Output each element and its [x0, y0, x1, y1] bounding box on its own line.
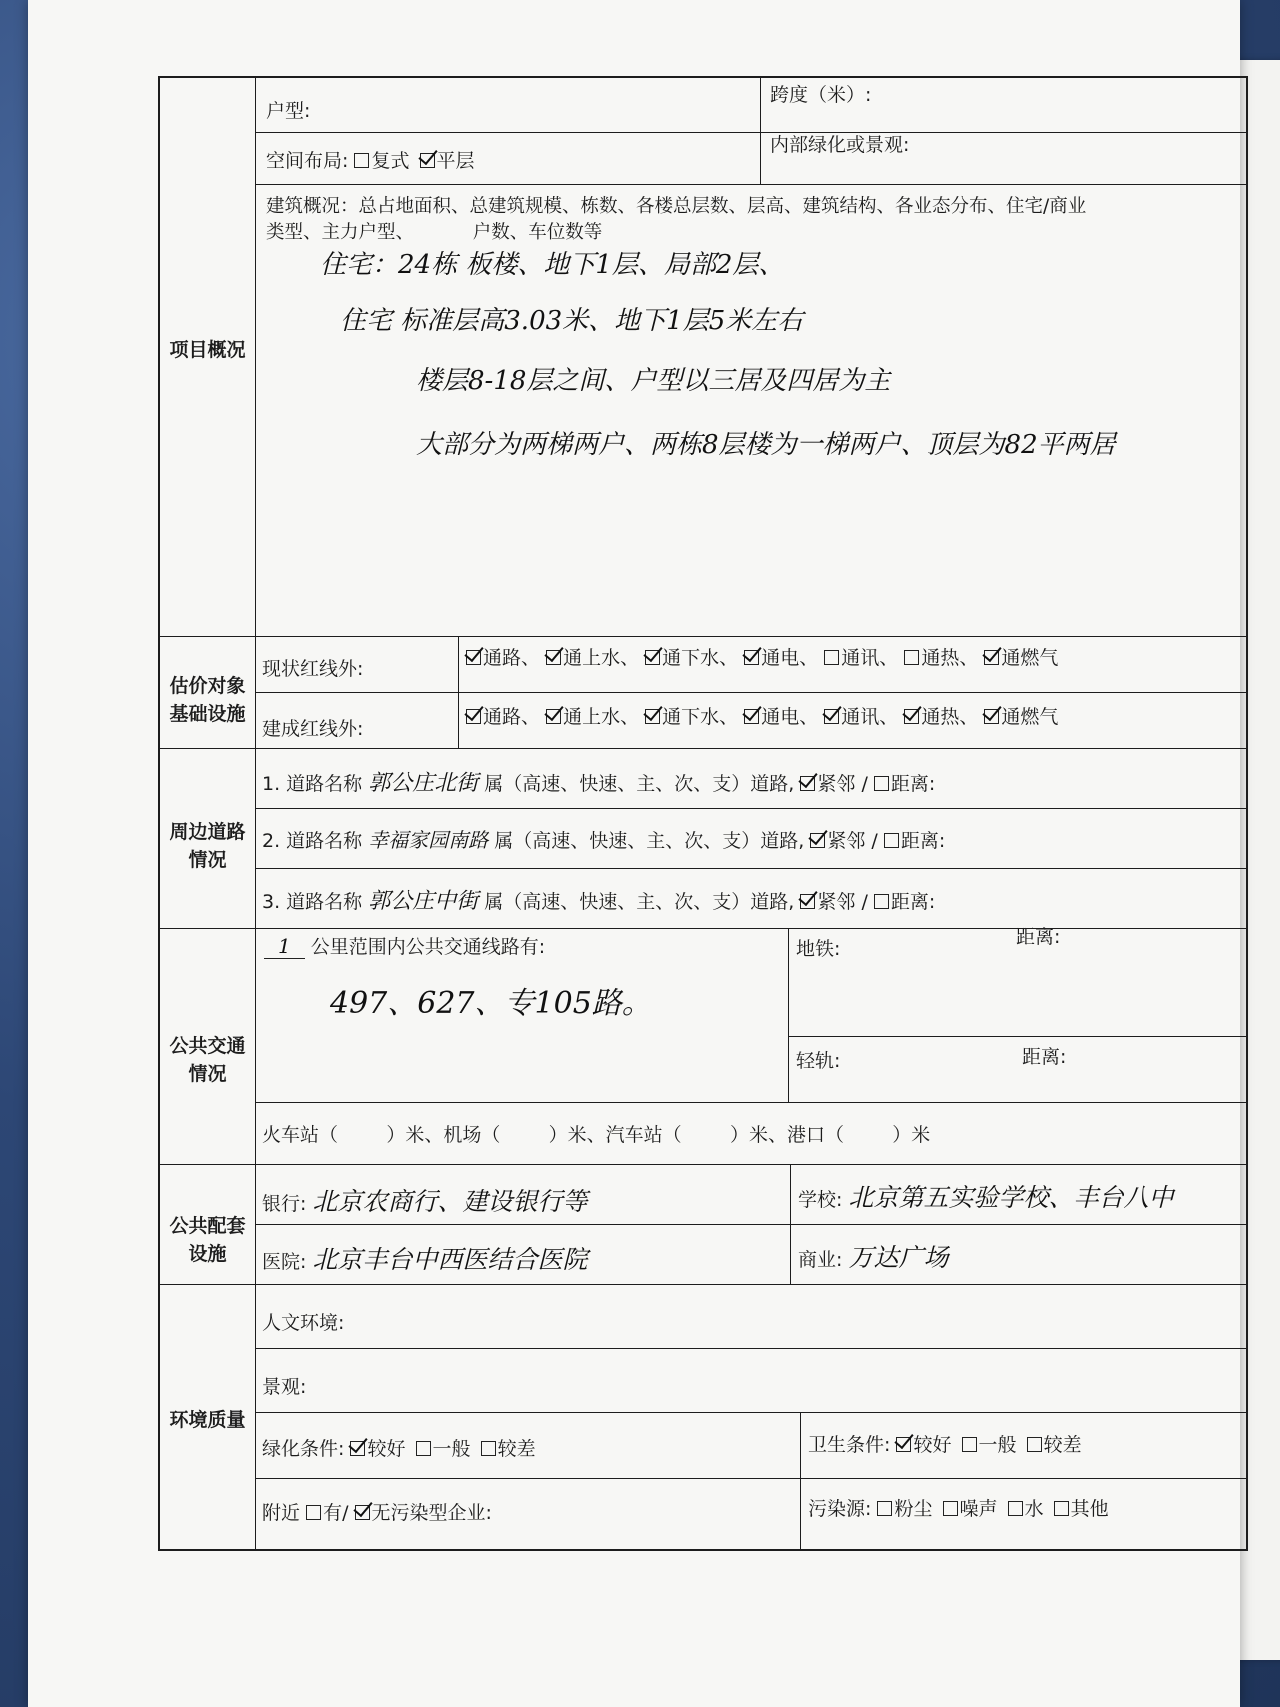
school-value: 北京第五实验学校、丰台八中: [848, 1183, 1174, 1212]
current-drainage-checkbox[interactable]: [645, 650, 660, 665]
unit-type-label: 户型:: [266, 100, 311, 122]
road-2-adjacent-checkbox[interactable]: [810, 833, 825, 848]
landscape-label: 景观:: [262, 1376, 307, 1398]
span-label: 跨度（米）:: [770, 84, 872, 106]
current-water-supply-checkbox[interactable]: [546, 650, 561, 665]
layout-row: [266, 146, 479, 173]
survey-sheet: [28, 0, 1240, 1707]
bank-value: 北京农商行、建设银行等: [312, 1187, 588, 1216]
current-gas-checkbox[interactable]: [984, 650, 999, 665]
sanitation-row: 卫生条件: 较好 一般 较差: [808, 1434, 1082, 1456]
transit-routes-handwriting: 497、627、专105路。: [330, 986, 652, 1021]
light-rail-label: 轻轨:: [796, 1050, 841, 1072]
transit-radius-value: 1: [264, 934, 305, 959]
section-project: 项目概况: [169, 339, 246, 361]
road-1-adjacent-checkbox[interactable]: [800, 776, 815, 791]
nearby-yes-checkbox[interactable]: [306, 1505, 321, 1520]
transit-radius-row: 1 公里范围内公共交通线路有:: [264, 932, 545, 959]
greening-average-checkbox[interactable]: [416, 1441, 431, 1456]
section-facilities: 公共配套 设施: [169, 1215, 246, 1265]
built-water-supply-checkbox[interactable]: [546, 709, 561, 724]
road-row-1: 1. 道路名称 郭公庄北街 属（高速、快速、主、次、支）道路, 紧邻 / 距离:: [262, 771, 936, 796]
greening-poor-checkbox[interactable]: [481, 1441, 496, 1456]
section-roads: 周边道路 情况: [169, 821, 246, 871]
greening-label: 内部绿化或景观:: [770, 134, 910, 156]
stations-row: 火车站（ ）米、机场（ ）米、汽车站（ ）米、港口（ ）米: [262, 1124, 931, 1146]
pollution-noise-checkbox[interactable]: [943, 1501, 958, 1516]
duplex-label: 复式: [371, 150, 410, 172]
overview-handwriting-4: 大部分为两梯两户、两栋8层楼为一梯两户、顶层为82平两居: [416, 430, 1116, 460]
hospital-row: 医院: 北京丰台中西医结合医院: [262, 1245, 588, 1274]
section-transit: 公共交通 情况: [169, 1035, 246, 1085]
flat-checkbox[interactable]: [420, 153, 435, 168]
built-electric-checkbox[interactable]: [744, 709, 759, 724]
pollution-row: 污染源: 粉尘 噪声 水 其他: [808, 1498, 1109, 1520]
humanities-label: 人文环境:: [262, 1312, 345, 1334]
overview-handwriting-2: 住宅 标准层高3.03米、地下1层5米左右: [340, 306, 804, 336]
overview-handwriting-1: 住宅：24栋 板楼、地下1层、局部2层、: [320, 250, 785, 280]
built-drainage-checkbox[interactable]: [645, 709, 660, 724]
road-row-3: 3. 道路名称 郭公庄中街 属（高速、快速、主、次、支）道路, 紧邻 / 距离:: [262, 889, 936, 914]
infra-current-label: 现状红线外:: [262, 658, 364, 680]
flat-label: 平层: [436, 150, 475, 172]
built-heating-checkbox[interactable]: [904, 709, 919, 724]
commerce-value: 万达广场: [848, 1243, 949, 1272]
road-row-2: 2. 道路名称 幸福家园南路 属（高速、快速、主、次、支）道路, 紧邻 / 距离:: [262, 828, 946, 852]
greening-good-checkbox[interactable]: [350, 1441, 365, 1456]
infra-built-options: 通路、 通上水、 通下水、 通电、 通讯、 通热、 通燃气: [466, 702, 1058, 729]
sanitation-good-checkbox[interactable]: [896, 1437, 911, 1452]
subway-label: 地铁:: [796, 938, 841, 960]
road-3-name: 郭公庄中街: [368, 889, 479, 914]
overview-prompt-2: 类型、主力户型、 户数、车位数等: [266, 222, 603, 243]
road-3-adjacent-checkbox[interactable]: [800, 894, 815, 909]
built-road-checkbox[interactable]: [466, 709, 481, 724]
pollution-other-checkbox[interactable]: [1054, 1501, 1069, 1516]
duplex-checkbox[interactable]: [354, 153, 369, 168]
nearby-row: 附近 有/ 无污染型企业:: [262, 1502, 492, 1524]
section-infra: 估价对象 基础设施: [169, 675, 246, 725]
hospital-value: 北京丰台中西医结合医院: [312, 1245, 588, 1274]
school-row: 学校: 北京第五实验学校、丰台八中: [798, 1183, 1174, 1212]
greening-row: 绿化条件: 较好 一般 较差: [262, 1438, 536, 1460]
subway-distance-label: 距离:: [1016, 926, 1061, 948]
light-rail-distance-label: 距离:: [1022, 1046, 1067, 1068]
road-1-distance-checkbox[interactable]: [874, 776, 889, 791]
pollution-water-checkbox[interactable]: [1008, 1501, 1023, 1516]
layout-label: 空间布局:: [266, 150, 349, 172]
section-environment: 环境质量: [169, 1409, 246, 1431]
road-2-distance-checkbox[interactable]: [884, 833, 899, 848]
current-electric-checkbox[interactable]: [744, 650, 759, 665]
sanitation-poor-checkbox[interactable]: [1027, 1437, 1042, 1452]
current-heating-checkbox[interactable]: [904, 650, 919, 665]
infra-built-label: 建成红线外:: [262, 718, 364, 740]
current-telecom-checkbox[interactable]: [824, 650, 839, 665]
overview-prompt-1: 建筑概况：总占地面积、总建筑规模、栋数、各楼总层数、层高、建筑结构、各业态分布、住宅/商业: [266, 196, 1087, 217]
built-gas-checkbox[interactable]: [984, 709, 999, 724]
built-telecom-checkbox[interactable]: [824, 709, 839, 724]
nearby-none-checkbox[interactable]: [355, 1505, 370, 1520]
road-3-distance-checkbox[interactable]: [874, 894, 889, 909]
pollution-dust-checkbox[interactable]: [877, 1501, 892, 1516]
sanitation-average-checkbox[interactable]: [962, 1437, 977, 1452]
overview-handwriting-3: 楼层8-18层之间、户型以三居及四居为主: [416, 366, 891, 396]
bank-row: 银行: 北京农商行、建设银行等: [262, 1187, 588, 1216]
road-1-name: 郭公庄北街: [368, 771, 479, 796]
infra-current-options: 通路、 通上水、 通下水、 通电、 通讯、 通热、 通燃气: [466, 643, 1058, 670]
road-2-name: 幸福家园南路: [368, 828, 489, 852]
survey-form: [158, 76, 1248, 1551]
commerce-row: 商业: 万达广场: [798, 1243, 949, 1272]
current-road-checkbox[interactable]: [466, 650, 481, 665]
